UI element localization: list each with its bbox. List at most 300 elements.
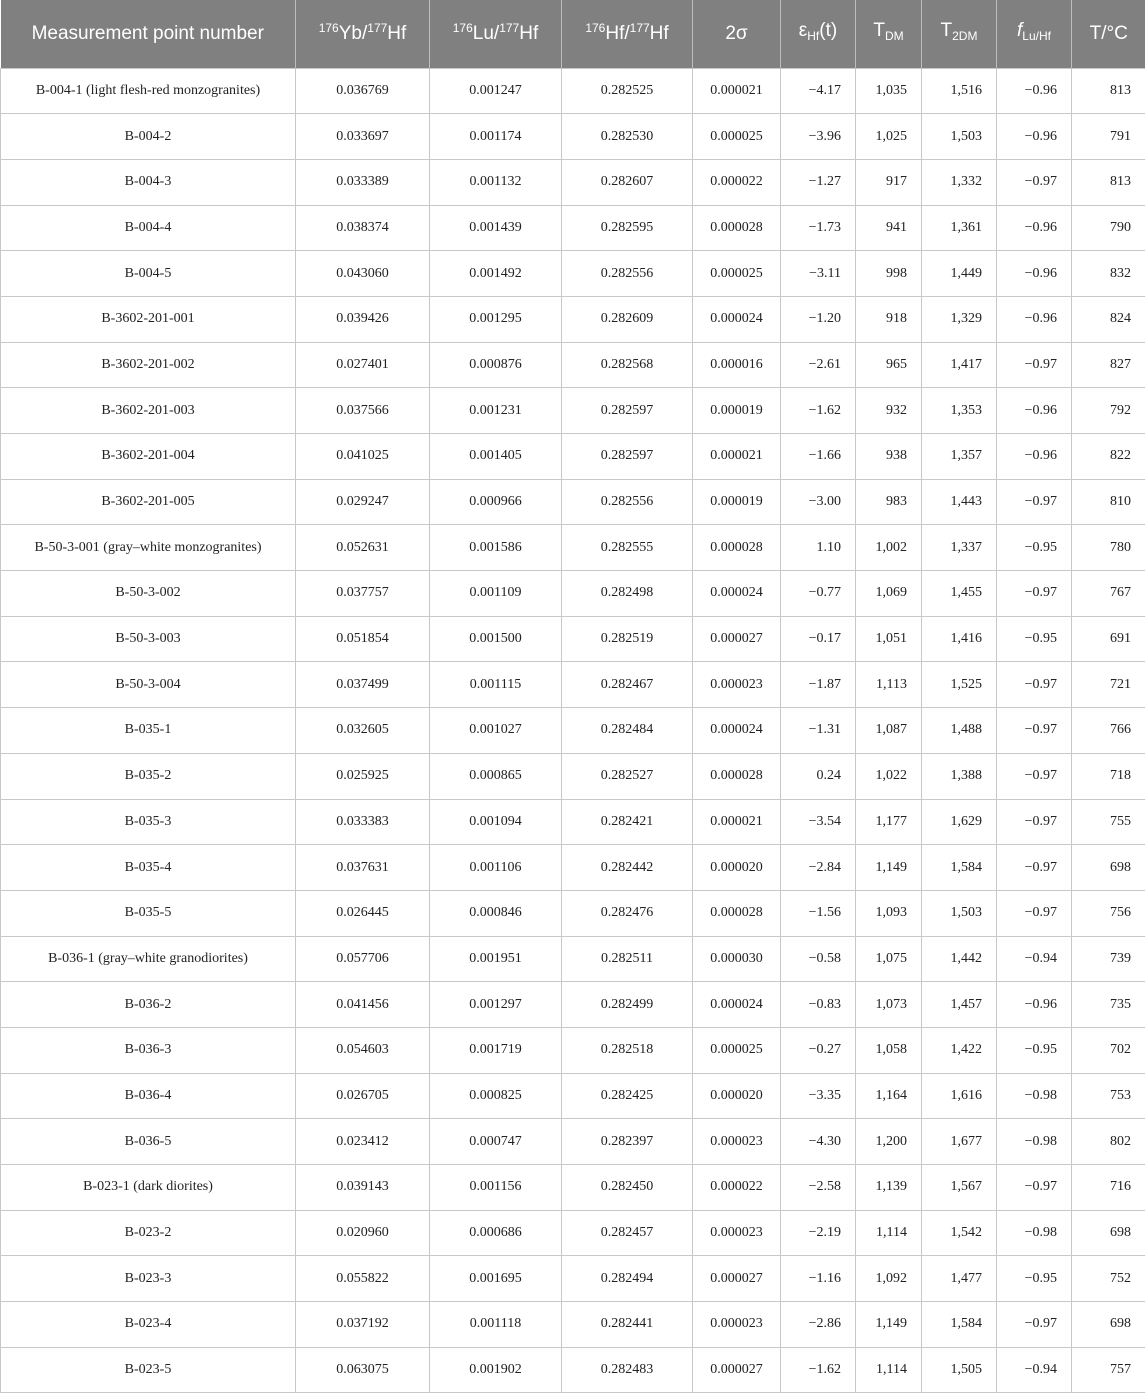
cell-hf-hf: 0.282467 <box>562 662 693 708</box>
cell-2sigma: 0.000022 <box>693 159 781 205</box>
cell-yb-hf: 0.057706 <box>296 936 430 982</box>
cell-t2dm: 1,457 <box>922 982 997 1028</box>
cell-lu-hf: 0.000747 <box>430 1119 562 1165</box>
cell-tdm: 1,149 <box>856 845 922 891</box>
header-hf-hf: $^{176}$Hf/$^{177}$Hf <box>562 0 693 68</box>
cell-tdm: 1,114 <box>856 1210 922 1256</box>
cell-temperature: 802 <box>1072 1119 1145 1165</box>
cell-temperature: 755 <box>1072 799 1145 845</box>
cell-f-lu-hf: −0.95 <box>997 1027 1072 1073</box>
cell-epsilon-hf: −0.77 <box>781 571 856 617</box>
cell-lu-hf: 0.001118 <box>430 1302 562 1348</box>
cell-measurement-point: B-036-4 <box>1 1073 296 1119</box>
cell-hf-hf: 0.282607 <box>562 159 693 205</box>
cell-lu-hf: 0.000865 <box>430 753 562 799</box>
cell-f-lu-hf: −0.96 <box>997 296 1072 342</box>
table-row <box>1 159 1145 205</box>
cell-hf-hf: 0.282397 <box>562 1119 693 1165</box>
table-row <box>1 388 1145 434</box>
cell-temperature: 698 <box>1072 1210 1145 1256</box>
cell-f-lu-hf: −0.96 <box>997 388 1072 434</box>
cell-temperature: 813 <box>1072 68 1145 114</box>
cell-temperature: 767 <box>1072 571 1145 617</box>
header-2sigma: 2σ <box>693 0 781 68</box>
cell-f-lu-hf: −0.96 <box>997 205 1072 251</box>
cell-epsilon-hf: −1.20 <box>781 296 856 342</box>
cell-f-lu-hf: −0.97 <box>997 662 1072 708</box>
cell-hf-hf: 0.282511 <box>562 936 693 982</box>
table-row <box>1 68 1145 114</box>
cell-2sigma: 0.000023 <box>693 1119 781 1165</box>
cell-lu-hf: 0.001109 <box>430 571 562 617</box>
cell-temperature: 698 <box>1072 1302 1145 1348</box>
cell-measurement-point: B-035-5 <box>1 890 296 936</box>
cell-tdm: 1,149 <box>856 1302 922 1348</box>
cell-tdm: 1,113 <box>856 662 922 708</box>
cell-t2dm: 1,353 <box>922 388 997 434</box>
table-row <box>1 936 1145 982</box>
cell-2sigma: 0.000024 <box>693 571 781 617</box>
cell-yb-hf: 0.054603 <box>296 1027 430 1073</box>
cell-measurement-point: B-023-5 <box>1 1347 296 1393</box>
cell-2sigma: 0.000021 <box>693 434 781 480</box>
cell-f-lu-hf: −0.94 <box>997 936 1072 982</box>
cell-t2dm: 1,455 <box>922 571 997 617</box>
cell-epsilon-hf: −0.27 <box>781 1027 856 1073</box>
cell-temperature: 766 <box>1072 708 1145 754</box>
cell-2sigma: 0.000028 <box>693 205 781 251</box>
cell-measurement-point: B-50-3-004 <box>1 662 296 708</box>
cell-yb-hf: 0.020960 <box>296 1210 430 1256</box>
cell-measurement-point: B-035-2 <box>1 753 296 799</box>
cell-tdm: 1,058 <box>856 1027 922 1073</box>
cell-yb-hf: 0.026705 <box>296 1073 430 1119</box>
cell-temperature: 702 <box>1072 1027 1145 1073</box>
cell-2sigma: 0.000024 <box>693 708 781 754</box>
table-row <box>1 479 1145 525</box>
cell-measurement-point: B-023-4 <box>1 1302 296 1348</box>
cell-t2dm: 1,616 <box>922 1073 997 1119</box>
table-row <box>1 1027 1145 1073</box>
cell-epsilon-hf: −3.35 <box>781 1073 856 1119</box>
cell-yb-hf: 0.037757 <box>296 571 430 617</box>
cell-hf-hf: 0.282499 <box>562 982 693 1028</box>
cell-yb-hf: 0.033383 <box>296 799 430 845</box>
cell-2sigma: 0.000024 <box>693 982 781 1028</box>
cell-tdm: 1,075 <box>856 936 922 982</box>
cell-lu-hf: 0.001719 <box>430 1027 562 1073</box>
header-temperature: T/°C <box>1072 0 1145 68</box>
table-row <box>1 342 1145 388</box>
cell-measurement-point: B-3602-201-003 <box>1 388 296 434</box>
cell-lu-hf: 0.001902 <box>430 1347 562 1393</box>
cell-measurement-point: B-3602-201-002 <box>1 342 296 388</box>
cell-2sigma: 0.000027 <box>693 1256 781 1302</box>
cell-lu-hf: 0.001174 <box>430 114 562 160</box>
cell-t2dm: 1,542 <box>922 1210 997 1256</box>
cell-yb-hf: 0.032605 <box>296 708 430 754</box>
cell-f-lu-hf: −0.94 <box>997 1347 1072 1393</box>
cell-f-lu-hf: −0.98 <box>997 1210 1072 1256</box>
cell-t2dm: 1,525 <box>922 662 997 708</box>
cell-hf-hf: 0.282555 <box>562 525 693 571</box>
cell-yb-hf: 0.039426 <box>296 296 430 342</box>
cell-2sigma: 0.000019 <box>693 479 781 525</box>
cell-lu-hf: 0.000876 <box>430 342 562 388</box>
cell-lu-hf: 0.001492 <box>430 251 562 297</box>
cell-f-lu-hf: −0.96 <box>997 251 1072 297</box>
cell-measurement-point: B-004-1 (light flesh-red monzogranites) <box>1 68 296 114</box>
cell-temperature: 753 <box>1072 1073 1145 1119</box>
cell-f-lu-hf: −0.97 <box>997 342 1072 388</box>
cell-2sigma: 0.000019 <box>693 388 781 434</box>
header-f-lu-hf: $f_{Lu/Hf}$ <box>997 0 1072 68</box>
cell-lu-hf: 0.001156 <box>430 1165 562 1211</box>
cell-t2dm: 1,488 <box>922 708 997 754</box>
cell-tdm: 983 <box>856 479 922 525</box>
cell-epsilon-hf: −2.58 <box>781 1165 856 1211</box>
cell-epsilon-hf: −2.86 <box>781 1302 856 1348</box>
cell-epsilon-hf: −3.00 <box>781 479 856 525</box>
cell-epsilon-hf: −1.66 <box>781 434 856 480</box>
cell-temperature: 716 <box>1072 1165 1145 1211</box>
table-row <box>1 753 1145 799</box>
cell-temperature: 790 <box>1072 205 1145 251</box>
cell-epsilon-hf: −3.54 <box>781 799 856 845</box>
table-row <box>1 708 1145 754</box>
cell-temperature: 735 <box>1072 982 1145 1028</box>
cell-temperature: 691 <box>1072 616 1145 662</box>
cell-2sigma: 0.000027 <box>693 616 781 662</box>
cell-epsilon-hf: 0.24 <box>781 753 856 799</box>
cell-t2dm: 1,677 <box>922 1119 997 1165</box>
cell-measurement-point: B-004-3 <box>1 159 296 205</box>
cell-t2dm: 1,449 <box>922 251 997 297</box>
cell-tdm: 941 <box>856 205 922 251</box>
cell-temperature: 752 <box>1072 1256 1145 1302</box>
cell-t2dm: 1,337 <box>922 525 997 571</box>
cell-t2dm: 1,443 <box>922 479 997 525</box>
cell-2sigma: 0.000022 <box>693 1165 781 1211</box>
cell-tdm: 1,025 <box>856 114 922 160</box>
cell-temperature: 813 <box>1072 159 1145 205</box>
table-row <box>1 1119 1145 1165</box>
cell-yb-hf: 0.055822 <box>296 1256 430 1302</box>
cell-tdm: 1,069 <box>856 571 922 617</box>
cell-epsilon-hf: −2.84 <box>781 845 856 891</box>
cell-t2dm: 1,567 <box>922 1165 997 1211</box>
cell-hf-hf: 0.282597 <box>562 388 693 434</box>
table-header <box>1 0 1145 68</box>
cell-2sigma: 0.000025 <box>693 1027 781 1073</box>
cell-f-lu-hf: −0.97 <box>997 571 1072 617</box>
cell-t2dm: 1,629 <box>922 799 997 845</box>
table-row <box>1 1256 1145 1302</box>
header-measurement-point: Measurement point number <box>1 0 296 68</box>
cell-2sigma: 0.000021 <box>693 799 781 845</box>
cell-hf-hf: 0.282450 <box>562 1165 693 1211</box>
table-row <box>1 1165 1145 1211</box>
cell-t2dm: 1,361 <box>922 205 997 251</box>
header-row <box>1 0 1145 68</box>
cell-temperature: 822 <box>1072 434 1145 480</box>
cell-2sigma: 0.000023 <box>693 1302 781 1348</box>
cell-temperature: 810 <box>1072 479 1145 525</box>
cell-yb-hf: 0.039143 <box>296 1165 430 1211</box>
cell-temperature: 827 <box>1072 342 1145 388</box>
cell-hf-hf: 0.282609 <box>562 296 693 342</box>
cell-yb-hf: 0.063075 <box>296 1347 430 1393</box>
cell-f-lu-hf: −0.97 <box>997 753 1072 799</box>
cell-measurement-point: B-023-2 <box>1 1210 296 1256</box>
table-row <box>1 616 1145 662</box>
table-row <box>1 982 1145 1028</box>
table-row <box>1 571 1145 617</box>
cell-measurement-point: B-023-1 (dark diorites) <box>1 1165 296 1211</box>
cell-tdm: 965 <box>856 342 922 388</box>
cell-measurement-point: B-004-5 <box>1 251 296 297</box>
cell-epsilon-hf: −1.62 <box>781 388 856 434</box>
cell-tdm: 1,114 <box>856 1347 922 1393</box>
cell-2sigma: 0.000030 <box>693 936 781 982</box>
cell-hf-hf: 0.282556 <box>562 251 693 297</box>
cell-t2dm: 1,417 <box>922 342 997 388</box>
cell-hf-hf: 0.282597 <box>562 434 693 480</box>
cell-tdm: 1,092 <box>856 1256 922 1302</box>
table-row <box>1 662 1145 708</box>
cell-measurement-point: B-004-2 <box>1 114 296 160</box>
cell-yb-hf: 0.038374 <box>296 205 430 251</box>
cell-lu-hf: 0.001586 <box>430 525 562 571</box>
cell-tdm: 1,087 <box>856 708 922 754</box>
cell-hf-hf: 0.282476 <box>562 890 693 936</box>
cell-t2dm: 1,332 <box>922 159 997 205</box>
cell-measurement-point: B-035-1 <box>1 708 296 754</box>
cell-temperature: 721 <box>1072 662 1145 708</box>
cell-hf-hf: 0.282525 <box>562 68 693 114</box>
cell-epsilon-hf: −0.83 <box>781 982 856 1028</box>
cell-lu-hf: 0.001106 <box>430 845 562 891</box>
cell-hf-hf: 0.282457 <box>562 1210 693 1256</box>
cell-lu-hf: 0.000966 <box>430 479 562 525</box>
header-t2dm: $T_{2DM}$ <box>922 0 997 68</box>
cell-t2dm: 1,357 <box>922 434 997 480</box>
cell-lu-hf: 0.001247 <box>430 68 562 114</box>
cell-lu-hf: 0.001115 <box>430 662 562 708</box>
cell-f-lu-hf: −0.95 <box>997 525 1072 571</box>
cell-2sigma: 0.000023 <box>693 1210 781 1256</box>
table-body <box>1 68 1145 1393</box>
cell-temperature: 780 <box>1072 525 1145 571</box>
cell-measurement-point: B-036-1 (gray–white granodiorites) <box>1 936 296 982</box>
cell-t2dm: 1,388 <box>922 753 997 799</box>
cell-t2dm: 1,516 <box>922 68 997 114</box>
cell-t2dm: 1,329 <box>922 296 997 342</box>
cell-yb-hf: 0.041025 <box>296 434 430 480</box>
cell-temperature: 824 <box>1072 296 1145 342</box>
cell-yb-hf: 0.041456 <box>296 982 430 1028</box>
cell-tdm: 918 <box>856 296 922 342</box>
cell-2sigma: 0.000020 <box>693 1073 781 1119</box>
cell-yb-hf: 0.023412 <box>296 1119 430 1165</box>
cell-yb-hf: 0.037566 <box>296 388 430 434</box>
cell-f-lu-hf: −0.97 <box>997 159 1072 205</box>
cell-yb-hf: 0.025925 <box>296 753 430 799</box>
cell-lu-hf: 0.001500 <box>430 616 562 662</box>
cell-epsilon-hf: 1.10 <box>781 525 856 571</box>
cell-f-lu-hf: −0.97 <box>997 845 1072 891</box>
cell-f-lu-hf: −0.98 <box>997 1073 1072 1119</box>
cell-2sigma: 0.000020 <box>693 845 781 891</box>
cell-f-lu-hf: −0.97 <box>997 1165 1072 1211</box>
table-row <box>1 1073 1145 1119</box>
cell-2sigma: 0.000028 <box>693 890 781 936</box>
cell-epsilon-hf: −1.31 <box>781 708 856 754</box>
cell-2sigma: 0.000021 <box>693 68 781 114</box>
cell-t2dm: 1,584 <box>922 845 997 891</box>
cell-temperature: 739 <box>1072 936 1145 982</box>
cell-f-lu-hf: −0.95 <box>997 1256 1072 1302</box>
cell-yb-hf: 0.033697 <box>296 114 430 160</box>
cell-tdm: 1,093 <box>856 890 922 936</box>
cell-yb-hf: 0.052631 <box>296 525 430 571</box>
cell-yb-hf: 0.037631 <box>296 845 430 891</box>
cell-2sigma: 0.000028 <box>693 525 781 571</box>
cell-measurement-point: B-50-3-003 <box>1 616 296 662</box>
cell-tdm: 1,164 <box>856 1073 922 1119</box>
cell-f-lu-hf: −0.96 <box>997 982 1072 1028</box>
cell-t2dm: 1,416 <box>922 616 997 662</box>
cell-measurement-point: B-036-3 <box>1 1027 296 1073</box>
cell-temperature: 698 <box>1072 845 1145 891</box>
cell-tdm: 1,051 <box>856 616 922 662</box>
cell-2sigma: 0.000023 <box>693 662 781 708</box>
cell-tdm: 1,139 <box>856 1165 922 1211</box>
table-row <box>1 525 1145 571</box>
cell-hf-hf: 0.282483 <box>562 1347 693 1393</box>
table-row <box>1 845 1145 891</box>
cell-hf-hf: 0.282568 <box>562 342 693 388</box>
cell-epsilon-hf: −3.96 <box>781 114 856 160</box>
header-tdm: $T_{DM}$ <box>856 0 922 68</box>
cell-measurement-point: B-3602-201-004 <box>1 434 296 480</box>
table-row <box>1 1210 1145 1256</box>
table-row <box>1 296 1145 342</box>
cell-tdm: 932 <box>856 388 922 434</box>
cell-epsilon-hf: −2.61 <box>781 342 856 388</box>
cell-f-lu-hf: −0.98 <box>997 1119 1072 1165</box>
cell-tdm: 1,073 <box>856 982 922 1028</box>
cell-lu-hf: 0.001951 <box>430 936 562 982</box>
cell-lu-hf: 0.000686 <box>430 1210 562 1256</box>
cell-temperature: 756 <box>1072 890 1145 936</box>
cell-lu-hf: 0.001094 <box>430 799 562 845</box>
cell-epsilon-hf: −0.58 <box>781 936 856 982</box>
cell-f-lu-hf: −0.97 <box>997 799 1072 845</box>
cell-measurement-point: B-036-5 <box>1 1119 296 1165</box>
cell-lu-hf: 0.001695 <box>430 1256 562 1302</box>
cell-temperature: 832 <box>1072 251 1145 297</box>
cell-lu-hf: 0.000825 <box>430 1073 562 1119</box>
cell-tdm: 1,002 <box>856 525 922 571</box>
cell-tdm: 1,177 <box>856 799 922 845</box>
cell-tdm: 917 <box>856 159 922 205</box>
cell-temperature: 757 <box>1072 1347 1145 1393</box>
cell-hf-hf: 0.282530 <box>562 114 693 160</box>
cell-f-lu-hf: −0.97 <box>997 1302 1072 1348</box>
cell-lu-hf: 0.000846 <box>430 890 562 936</box>
cell-epsilon-hf: −1.73 <box>781 205 856 251</box>
cell-2sigma: 0.000027 <box>693 1347 781 1393</box>
table-row <box>1 114 1145 160</box>
cell-2sigma: 0.000028 <box>693 753 781 799</box>
cell-hf-hf: 0.282595 <box>562 205 693 251</box>
cell-2sigma: 0.000024 <box>693 296 781 342</box>
cell-yb-hf: 0.043060 <box>296 251 430 297</box>
cell-t2dm: 1,442 <box>922 936 997 982</box>
table-row <box>1 251 1145 297</box>
cell-t2dm: 1,503 <box>922 114 997 160</box>
cell-epsilon-hf: −1.16 <box>781 1256 856 1302</box>
cell-t2dm: 1,503 <box>922 890 997 936</box>
cell-tdm: 1,035 <box>856 68 922 114</box>
cell-hf-hf: 0.282484 <box>562 708 693 754</box>
cell-hf-hf: 0.282421 <box>562 799 693 845</box>
cell-2sigma: 0.000025 <box>693 251 781 297</box>
cell-f-lu-hf: −0.96 <box>997 114 1072 160</box>
cell-hf-hf: 0.282494 <box>562 1256 693 1302</box>
cell-yb-hf: 0.051854 <box>296 616 430 662</box>
cell-measurement-point: B-036-2 <box>1 982 296 1028</box>
cell-f-lu-hf: −0.96 <box>997 434 1072 480</box>
cell-epsilon-hf: −1.62 <box>781 1347 856 1393</box>
cell-hf-hf: 0.282527 <box>562 753 693 799</box>
cell-lu-hf: 0.001439 <box>430 205 562 251</box>
cell-yb-hf: 0.029247 <box>296 479 430 525</box>
cell-lu-hf: 0.001027 <box>430 708 562 754</box>
cell-measurement-point: B-50-3-002 <box>1 571 296 617</box>
cell-t2dm: 1,584 <box>922 1302 997 1348</box>
cell-measurement-point: B-035-4 <box>1 845 296 891</box>
cell-epsilon-hf: −4.30 <box>781 1119 856 1165</box>
table-row <box>1 434 1145 480</box>
cell-hf-hf: 0.282556 <box>562 479 693 525</box>
cell-epsilon-hf: −3.11 <box>781 251 856 297</box>
cell-epsilon-hf: −1.87 <box>781 662 856 708</box>
cell-hf-hf: 0.282425 <box>562 1073 693 1119</box>
cell-epsilon-hf: −1.56 <box>781 890 856 936</box>
cell-epsilon-hf: −4.17 <box>781 68 856 114</box>
cell-epsilon-hf: −0.17 <box>781 616 856 662</box>
cell-lu-hf: 0.001231 <box>430 388 562 434</box>
cell-tdm: 998 <box>856 251 922 297</box>
cell-epsilon-hf: −2.19 <box>781 1210 856 1256</box>
table-row <box>1 890 1145 936</box>
cell-yb-hf: 0.037192 <box>296 1302 430 1348</box>
header-lu-hf: $^{176}$Lu/$^{177}$Hf <box>430 0 562 68</box>
cell-yb-hf: 0.026445 <box>296 890 430 936</box>
cell-measurement-point: B-004-4 <box>1 205 296 251</box>
cell-hf-hf: 0.282519 <box>562 616 693 662</box>
cell-yb-hf: 0.036769 <box>296 68 430 114</box>
cell-t2dm: 1,477 <box>922 1256 997 1302</box>
cell-tdm: 1,022 <box>856 753 922 799</box>
header-epsilon-hf: $\varepsilon_{Hf}(t)$ <box>781 0 856 68</box>
table-row <box>1 799 1145 845</box>
cell-2sigma: 0.000016 <box>693 342 781 388</box>
cell-tdm: 938 <box>856 434 922 480</box>
cell-measurement-point: B-3602-201-001 <box>1 296 296 342</box>
